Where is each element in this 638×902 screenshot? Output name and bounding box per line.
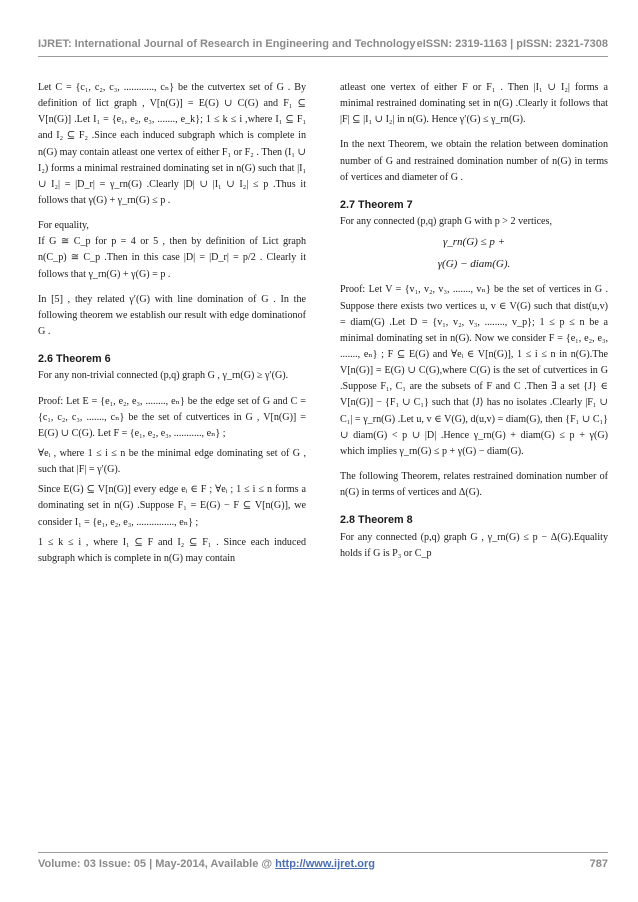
paragraph: Proof: Let V = {v₁, v₂, v₃, ......., vₙ} be the set of vertices in G . Suppose there exists two vertices u, v ∈ V(G) such that dist(u,v) = diam(G) .Let D = {v₁, v₂, v₃, ........, v_p}; 1 ≤ p ≤ n be a minimal dominating set in n(G). Now we consider F = {e₁, e₂, e₃, ......., eₙ} ; F ⊆ E(G) and ∀eᵢ ∈ V[n(G)], 1 ≤ i ≤ n in n(G).The V[n(G)] = E(G) ∪ C(G),where C(G) is the set of cutvertices in G .Suppose F₁, C₁ are the subsets of F and C .Then ∃ a set {J} ∈ V[n(G)] − {F₁ ∪ C₁} such that ⟨J⟩ has no isolates .Clearly |F₁ ∪ C₁| = γ_rn(G) .Let u, v ∈ V(G), d(u,v) = diam(G), then {F₁ ∪ C₁} ∪ diam(G) < p ∪ |D| .Hence γ_rn(G) + diam(G) ≤ p + γ(G) which implies γ_rn(G) ≤ p + γ(G) − diam(G). [340,284,608,457]
display-equation: γ_rn(G) ≤ p + [442,236,506,249]
section-heading: 2.7 Theorem 7 [340,198,413,211]
paragraph: The following Theorem, relates restrained domination number of n(G) in terms of vertices and Δ(G). [340,470,608,499]
footer-rule [38,852,608,853]
issn: eISSN: 2319-1163 | pISSN: 2321-7308 [416,38,608,50]
paragraph: atleast one vertex of either F or F₁ . Then |I₁ ∪ I₂| forms a minimal restrained dominating set in n(G) .Clearly it follows that |F| ⊆ |I₁ ∪ I₂| in n(G). Hence γ′(G) ≤ γ_rn(G). [340,82,608,126]
journal-title: IJRET: International Journal of Research in Engineering and Technology [38,38,416,50]
page-footer [38,858,608,870]
header-rule [38,56,608,57]
paragraph: ∀eᵢ , where 1 ≤ i ≤ n be the minimal edge dominating set of G , such that |F| = γ′(G). [38,447,306,476]
page-header [38,38,608,50]
theorem-statement: For any non-trivial connected (p,q) graph G , γ_rn(G) ≥ γ′(G). [38,370,289,382]
paragraph: 1 ≤ k ≤ i , where I₁ ⊆ F and I₂ ⊆ F₁ . Since each induced subgraph which is complete in n(G) may contain [38,536,306,564]
volume-text: Volume: 03 Issue: 05 | May-2014, Available @ [38,858,276,870]
theorem-statement: For any connected (p,q) graph G with p > 2 vertices, [340,216,552,228]
paragraph: Let C = {c₁, c₂, c₃, ............, cₙ} be the cutvertex set of G . By definition of lict graph , V[n(G)] = E(G) ∪ C(G) and F₁ ⊆ V[n(G)] .Let I₁ = {e₁, e₂, e₃, ......., e_k}; 1 ≤ k ≤ i ,where I₁ ⊆ F₁ and I₂ ⊆ F₂ .Since each induced subgraph which is complete in n(G) may contain atleast one vertex of either F₁ or F₂ . Then (I₁ ∪ I₂) forms a minimal restrained dominating set in n(G) such that |I₁ ∪ I₂| = |D_r| = γ_rn(G) .Clearly |D| ∪ |I₁ ∪ I₂| ≤ p .Thus it follows that γ(G) + γ_rn(G) ≤ p . [38,82,306,206]
section-heading: 2.6 Theorem 6 [38,353,111,366]
paragraph: Proof: Let E = {e₁, e₂, e₃, ........, eₙ} be the edge set of G and C = {c₁, c₂, c₃, ......., cₙ} be the set of cutvertices in G , V[n(G)] = E(G) ∪ C(G). Let F = {e₁, e₂, e₃, ..........., eₙ} ; [38,395,306,439]
paragraph: If G ≅ C_p for p = 4 or 5 , then by definition of Lict graph n(C_p) ≅ C_p .Then in this case |D| = |D_r| = p/2 . Clearly it follows that γ_rn(G) + γ(G) = p . [38,236,306,280]
right-column [340,80,608,845]
paragraph: For equality, [38,220,89,232]
display-equation: γ(G) − diam(G). [437,257,511,270]
left-column [38,80,306,845]
page-number: 787 [589,858,608,870]
paragraph: Since E(G) ⊆ V[n(G)] every edge eᵢ ∈ F ; ∀eᵢ ; 1 ≤ i ≤ n forms a dominating set in n(G) .Suppose F₁ = E(G) − F ⊆ V[n(G)], we consider I₁ = {e₁, e₂, e₃, ..............., eₙ} ; [38,484,306,528]
paragraph: In [5] , they related γ′(G) with line domination of G . In the following theorem we establish our result with edge dominationof G . [38,293,306,337]
section-heading: 2.8 Theorem 8 [340,514,413,527]
journal-link[interactable]: http://www.ijret.org [275,858,375,870]
footer-volume [38,858,375,870]
theorem-statement: For any connected (p,q) graph G , γ_rn(G) ≤ p − Δ(G).Equality holds if G is P₃ or C_p [340,531,608,559]
paragraph: In the next Theorem, we obtain the relation between domination number of G and restrained domination number of n(G) in terms of vertices and diameter of G . [340,139,608,183]
